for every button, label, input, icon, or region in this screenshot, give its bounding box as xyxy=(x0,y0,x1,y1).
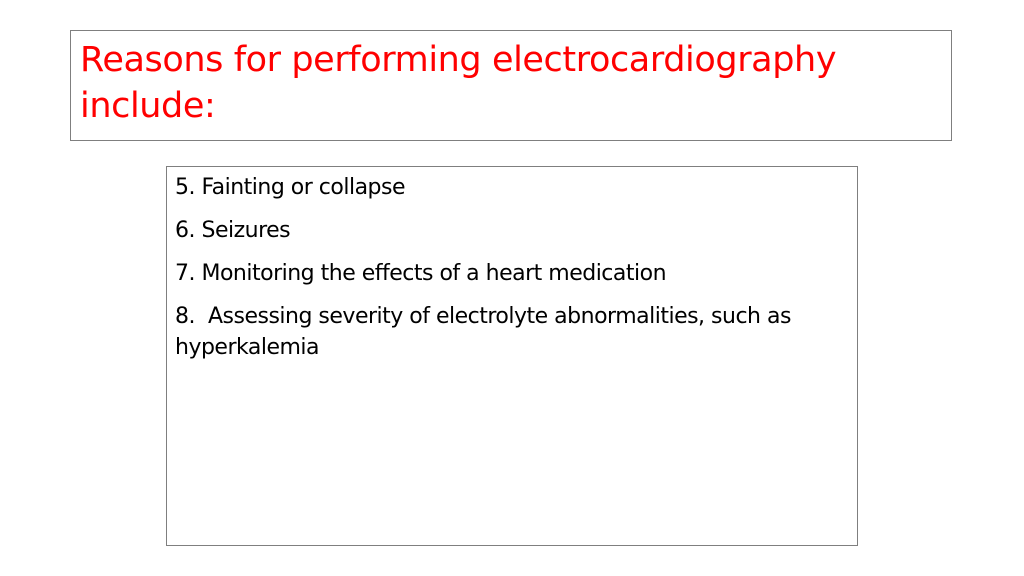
list-item-electrolytes: 8. Assessing severity of electrolyte abnormalities, such as hyperkalemia xyxy=(175,304,798,360)
title-box xyxy=(70,30,952,141)
reasons-list xyxy=(175,172,848,363)
slide-title: Reasons for performing electrocardiography include: xyxy=(80,40,837,126)
list-item-fainting: 5. Fainting or collapse xyxy=(175,175,406,200)
list-item-medication: 7. Monitoring the effects of a heart medication xyxy=(175,261,667,286)
content-box xyxy=(166,166,858,546)
list-item-seizures: 6. Seizures xyxy=(175,218,291,243)
